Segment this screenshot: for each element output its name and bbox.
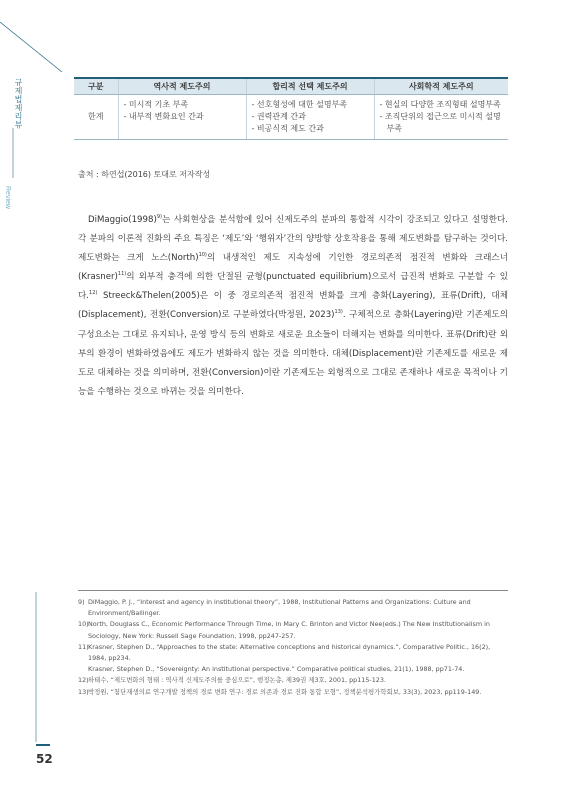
list-item: - 비공식적 제도 간과 [251, 124, 324, 133]
table-source-note: 출처 : 하연섭(2016) 토대로 저자작성 [78, 170, 211, 179]
footnote-text: Krasner, Stephen D., “Sovereignty: An institutional perspective.” Comparative political studies, 21(1), 1988, pp71-74. [88, 665, 465, 674]
table-header-row [74, 78, 508, 95]
body-text-segment: 는 사회현상을 분석함에 있어 신제도주의 분파의 통합적 시각이 강조되고 있다고 설명한다. 각 분파의 이론적 진화의 주요 특징은 ‘제도’와 ‘행위자’간의 양방향 상호작용을 통해 제도변화를 탐구하는 것이다. 제도변화는 크게 노스(North) [78, 215, 508, 264]
footnote-text: North, Douglass C., Economic Performance Through Time, in Mary C. Brinton and Victor Nee(eds.) The New Institutionalism in Sociology, New York: Russell Sage Foundation, 1998, pp247-257. [88, 620, 490, 640]
footnote-divider [78, 590, 508, 591]
footnote-text: 박정원, “첨단재생의료 연구개발 정책의 경로 변화 연구: 경로 의존과 경로 진화 통합 모형”, 정책분석평가학회보, 33(3), 2023, pp119-149. [88, 687, 482, 696]
footnote [78, 619, 508, 641]
footnote [78, 687, 508, 698]
footnote-ref: 13) [334, 309, 343, 316]
table-cell-rational-choice [246, 95, 374, 140]
list-item: - 내부적 변화요인 간과 [123, 112, 204, 121]
comparison-table [74, 77, 508, 140]
table-cell-sociological [374, 95, 508, 140]
list-item: - 조직단위의 접근으로 미시적 설명 부족 [379, 112, 501, 133]
table-row-label: 한계 [74, 95, 118, 140]
list-item: - 미시적 기초 부족 [123, 100, 189, 109]
list-item: - 권력관계 간과 [251, 112, 306, 121]
journal-title: 규제법제리뷰 [14, 78, 23, 129]
footnote-text: DiMaggio, P. J., “Interest and agency in institutional theory”, 1988, Institutional Patterns and Organizations: Culture and Environment/Ballinger. [88, 598, 471, 618]
body-text-segment: 의 내생적인 제도 지속성에 기인한 경로의존적 점진적 변화와 크래스너(Krasner) [78, 253, 509, 283]
body-text-segment: DiMaggio(1998) [88, 215, 157, 225]
footnote-ref: 9) [156, 214, 162, 221]
list-item: - 현실의 다양한 조직형태 설명부족 [379, 100, 501, 109]
footnote-ref: 12) [89, 290, 98, 297]
footnote-number: 12) [78, 676, 89, 685]
footnote-text: Krasner, Stephen D., “Approaches to the state: Alternative conceptions and historical dynamics.”, Comparative Politic., 16(2), 1984, pp234. [88, 642, 491, 663]
body-text-segment: Streeck&Thelen(2005)은 이 중 경로의존적 점진적 변화를 크게 층화(Layering), 표류(Drift), 대체(Displacement), 전환(Conversion)로 구분하였다(박정원, 2023) [78, 291, 508, 321]
table-cell-historical [118, 95, 246, 140]
footnote-ref: 10) [198, 252, 207, 259]
list-item: - 선호형성에 대한 설명부족 [251, 100, 348, 109]
table-header-sociological: 사회학적 제도주의 [374, 78, 508, 95]
page-number-mark [36, 744, 50, 746]
body-paragraph [78, 211, 508, 402]
footnotes [78, 597, 508, 698]
table-header-category: 구분 [74, 78, 118, 95]
footnote-text: 하태수, “제도변화의 형태 : 역사적 신제도주의를 중심으로”, 행정논총, 제39권 제3호, 2001, pp115-123. [88, 676, 386, 685]
footnote [78, 675, 508, 686]
table-header-rational-choice: 합리적 선택 제도주의 [246, 78, 374, 95]
table-header-historical: 역사적 제도주의 [118, 78, 246, 95]
footnote-ref: 11) [117, 271, 127, 278]
page-number: 52 [36, 752, 53, 766]
footnote-number: 9) [78, 598, 85, 606]
footnote [78, 597, 508, 619]
body-text-segment: 의 외부적 충격에 의한 단절된 균형(punctuated equilibrium)으로서 급진적 변화로 구분할 수 있다. [78, 272, 508, 302]
footnote-number: 13) [78, 687, 89, 696]
footnote [78, 664, 508, 675]
footnote-number: 11) [78, 642, 89, 651]
table-row [74, 95, 508, 140]
body-text-segment: . 구체적으로 층화(Layering)란 기존제도의 구성요소는 그대로 유지되나, 운영 방식 등의 변화로 새로운 요소들이 더해지는 변화를 의미한다. 표류(Drift)란 외부의 환경이 변화하였음에도 제도가 변화하지 않는 것을 의미한다. 대체(Displacement)란 기존제도를 새로운 제도로 대체하는 것을 의미하며, 전환(Conversion)이란 기존제도는 외형적으로 그대로 존재하나 새로운 목적이나 기능을 수행하는 것으로 바뀌는 것을 의미한다. [78, 310, 508, 397]
footnote-number: 10) [78, 620, 89, 629]
journal-subtitle: Review [4, 186, 11, 209]
footnote [78, 642, 508, 664]
